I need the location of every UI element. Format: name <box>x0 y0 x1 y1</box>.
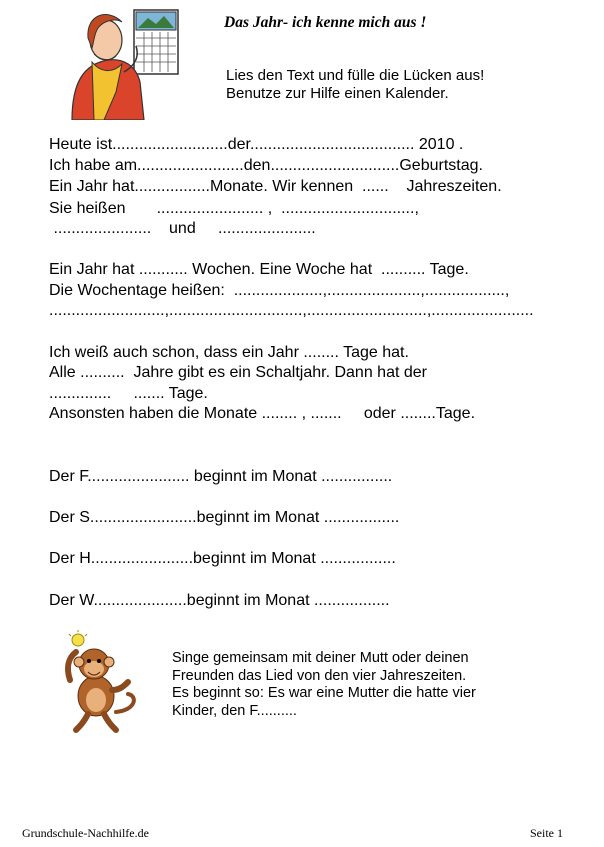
instruction-line: Benutze zur Hilfe einen Kalender. <box>226 85 449 102</box>
cloze-line: Ein Jahr hat.................Monate. Wir kennen ...... Jahreszeiten. <box>49 178 502 195</box>
calendar-person-illustration <box>64 2 184 120</box>
calendar-icon <box>134 10 178 74</box>
season-line: Der W.....................beginnt im Monat ................. <box>49 592 390 609</box>
lightbulb-icon <box>69 630 87 646</box>
song-line: Es beginnt so: Es war eine Mutter die hatte vier <box>172 685 476 701</box>
footer-page-number: Seite 1 <box>530 826 563 840</box>
cloze-line: Alle .......... Jahre gibt es ein Schaltjahr. Dann hat der <box>49 364 427 381</box>
instruction-line: Lies den Text und fülle die Lücken aus! <box>226 67 485 84</box>
cloze-line: Ich weiß auch schon, dass ein Jahr ........ Tage hat. <box>49 344 409 361</box>
season-line: Der S........................beginnt im Monat ................. <box>49 509 400 526</box>
cloze-line: Die Wochentage heißen: ....................,.....................,.................., <box>49 282 510 299</box>
cloze-line: Heute ist..........................der..................................... 2010 . <box>49 136 464 153</box>
cloze-line: ...................... und ...................... <box>49 220 316 237</box>
song-line: Kinder, den F.......... <box>172 702 297 719</box>
monkey-illustration <box>58 630 144 734</box>
instructions <box>226 67 484 103</box>
season-line: Der H.......................beginnt im Monat ................. <box>49 550 396 567</box>
song-line: Freunden das Lied von den vier Jahreszeiten. <box>172 667 467 684</box>
cloze-line: Ein Jahr hat ........... Wochen. Eine Woche hat .......... Tage. <box>49 261 469 278</box>
cloze-line: Ansonsten haben die Monate ........ , ....... oder ........Tage. <box>49 405 476 422</box>
season-line: Der F....................... beginnt im Monat ................ <box>49 468 393 485</box>
footer-site: Grundschule-Nachhilfe.de <box>22 826 149 840</box>
cloze-line: ..........................,..............................,...........................,....................... <box>49 302 534 319</box>
cloze-line: .............. ....... Tage. <box>49 385 208 402</box>
cloze-line: Ich habe am........................den.............................Geburtstag. <box>49 157 483 174</box>
cloze-line: Sie heißen ........................ , .............................., <box>49 200 419 217</box>
worksheet-title: Das Jahr- ich kenne mich aus ! <box>224 14 427 31</box>
song-line: Singe gemeinsam mit deiner Mutt oder deinen <box>172 650 469 666</box>
song-instruction <box>172 650 476 720</box>
